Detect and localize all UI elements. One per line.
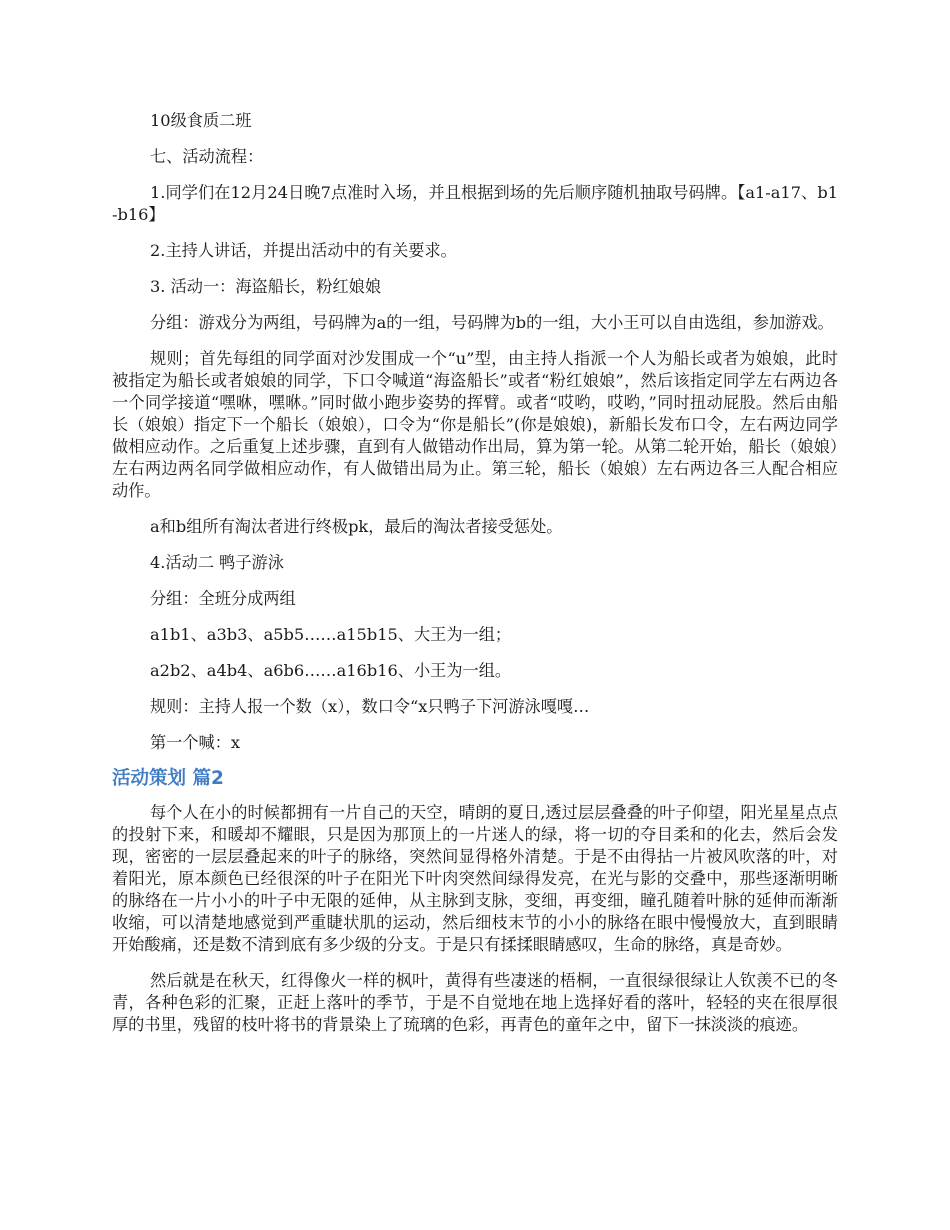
paragraph-rules-1: 规则；首先每组的同学面对沙发围成一个“u”型，由主持人指派一个人为船长或者为娘娘，此时被指定为船长或者娘娘的同学，下口令喊道“海盗船长”或者“粉红娘娘”，然后该指定同学左右两边各一个同学接道“嘿咻，嘿咻。”同时做小跑步姿势的挥臂。或者“哎哟，哎哟，”同时扭动屁股。然后由船长（娘娘）指定下一个船长（娘娘），口令为“你是船长”(你是娘娘)，新船长发布口令，左右两边同学做相应动作。之后重复上述步骤，直到有人做错动作出局，算为第一轮。从第二轮开始，船长（娘娘）左右两边两名同学做相应动作，有人做错出局为止。第三轮，船长（娘娘）左右两边各三人配合相应动作。 — [112, 349, 838, 500]
paragraph-step-4: 4.活动二 鸭子游泳 — [150, 553, 284, 572]
paragraph-first-call: 第一个喊：x — [150, 733, 241, 752]
paragraph-group-even: a2b2、a4b4、a6b6……a16b16、小王为一组。 — [150, 661, 512, 680]
paragraph-group-odd: a1b1、a3b3、a5b5……a15b15、大王为一组； — [150, 625, 512, 644]
paragraph-final-pk: a和b组所有淘汰者进行终极pk，最后的淘汰者接受惩处。 — [150, 517, 563, 536]
paragraph-rules-2: 规则：主持人报一个数（x），数口令“x只鸭子下河游泳嘎嘎… — [150, 697, 590, 716]
paragraph-grouping-1: 分组：游戏分为两组，号码牌为a的一组，号码牌为b的一组，大小王可以自由选组，参加游戏。 — [150, 313, 834, 332]
paragraph-autumn-leaves: 然后就是在秋天，红得像火一样的枫叶，黄得有些凄迷的梧桐，一直很绿很绿让人钦羡不已的冬青，各种色彩的汇聚，正赶上落叶的季节，于是不自觉地在地上选择好看的落叶，轻轻的夹在很厚很厚的书里，残留的枝叶将书的背景染上了琉璃的色彩，再青色的童年之中，留下一抹淡淡的痕迹。 — [112, 971, 838, 1034]
paragraph-summer-leaves: 每个人在小的时候都拥有一片自己的天空，晴朗的夏日,透过层层叠叠的叶子仰望，阳光星星点点的投射下来，和暖却不耀眼，只是因为那顶上的一片迷人的绿，将一切的夺目柔和的化去，然后会发现，密密的一层层叠起来的叶子的脉络，突然间显得格外清楚。于是不由得拈一片被风吹落的叶，对着阳光，原本颜色已经很深的叶子在阳光下叶肉突然间绿得发亮，在光与影的交叠中，那些逐渐明晰的脉络在一片小小的叶子中无限的延伸，从主脉到支脉，变细，再变细，瞳孔随着叶脉的延伸而渐渐收缩，可以清楚地感觉到严重睫状肌的运动，然后细枝末节的小小的脉络在眼中慢慢放大，直到眼睛开始酸痛，还是数不清到底有多少级的分支。于是只有揉揉眼睛感叹，生命的脉络，真是奇妙。 — [112, 803, 838, 954]
paragraph-step-2: 2.主持人讲话，并提出活动中的有关要求。 — [150, 241, 457, 260]
document-page — [112, 110, 838, 1036]
paragraph-grouping-2: 分组：全班分成两组 — [150, 589, 296, 608]
paragraph-class-name: 10级食质二班 — [150, 111, 252, 130]
paragraph-step-1: 1.同学们在12月24日晚7点准时入场，并且根据到场的先后顺序随机抽取号码牌。【a1-a17、b1-b16】 — [112, 183, 838, 224]
section-heading-2: 活动策划 篇2 — [112, 768, 224, 789]
paragraph-process-title: 七、活动流程： — [150, 147, 264, 166]
paragraph-step-3: 3. 活动一：海盗船长，粉红娘娘 — [150, 277, 382, 296]
